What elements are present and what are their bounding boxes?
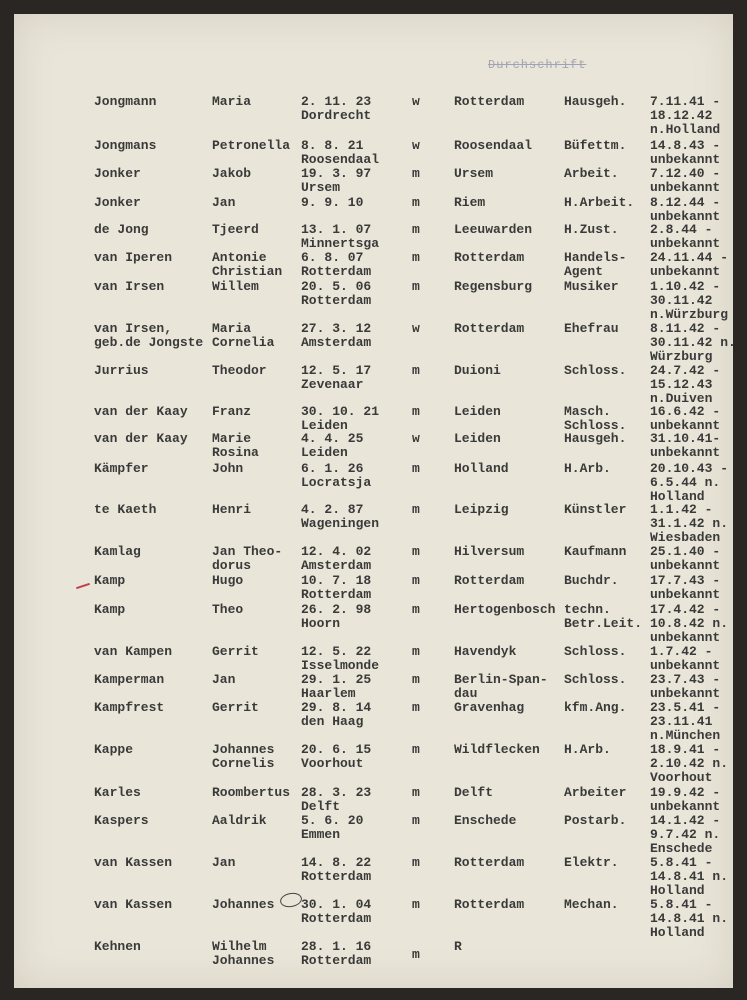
occupation: Mechan. [564,897,619,912]
record-row [0,573,747,602]
occupation: Arbeiter [564,785,627,800]
period: 2.8.44 - unbekannt [650,222,721,251]
residence: Rotterdam [454,250,525,265]
surname: van Kassen [94,897,173,912]
period: 25.1.40 - unbekannt [650,544,721,573]
record-row [0,742,747,785]
record-row [0,897,747,940]
surname: Kamlag [94,544,141,559]
residence: Havendyk [454,644,517,659]
surname: van Iperen [94,250,173,265]
birth-date-place: 5. 6. 20 Emmen [301,813,364,842]
surname: de Jong [94,222,149,237]
residence: Rotterdam [454,897,525,912]
occupation: Musiker [564,279,619,294]
residence: Enschede [454,813,517,828]
surname: van Kassen [94,855,173,870]
surname: van Kampen [94,644,173,659]
surname: Jurrius [94,363,149,378]
occupation: Büfettm. [564,138,627,153]
period: 23.7.43 - unbekannt [650,672,721,701]
birth-date-place: 29. 1. 25 Haarlem [301,672,372,701]
given-name: Willem [212,279,259,294]
residence: Hertogenbosch [454,602,556,617]
occupation: Kaufmann [564,544,627,559]
birth-date-place: 13. 1. 07 Minnertsga [301,222,380,251]
residence: Gravenhag [454,700,525,715]
surname: Karles [94,785,141,800]
crossed-out-stamp: Durchschrift [488,58,587,72]
period: 14.1.42 - 9.7.42 n. Enschede [650,813,721,856]
occupation: Postarb. [564,813,627,828]
birth-date-place: 2. 11. 23 Dordrecht [301,94,372,123]
occupation: Künstler [564,502,627,517]
sex: m [412,700,420,715]
surname: Kamp [94,573,126,588]
given-name: Petronella [212,138,291,153]
occupation: kfm.Ang. [564,700,627,715]
occupation: Handels- Agent [564,250,627,279]
occupation: H.Arb. [564,742,611,757]
birth-date-place: 12. 4. 02 Amsterdam [301,544,372,573]
residence: Berlin-Span- dau [454,672,548,701]
residence: Ursem [454,166,494,181]
record-row [0,404,747,433]
period: 7.12.40 - unbekannt [650,166,721,195]
occupation: Hausgeh. [564,94,627,109]
surname: Kappe [94,742,134,757]
birth-date-place: 6. 1. 26 Locratsja [301,461,372,490]
surname: van der Kaay [94,431,188,446]
given-name: Jan Theo- dorus [212,544,283,573]
period: 24.11.44 - unbekannt [650,250,729,279]
period: 17.4.42 - 10.8.42 n. unbekannt [650,602,729,645]
sex: m [412,742,420,757]
birth-date-place: 12. 5. 22 Isselmonde [301,644,380,673]
given-name: Antonie Christian [212,250,283,279]
given-name: Jan [212,195,236,210]
residence: Rotterdam [454,573,525,588]
record-row [0,363,747,406]
birth-date-place: 20. 6. 15 Voorhout [301,742,372,771]
given-name: Franz [212,404,252,419]
sex: m [412,279,420,294]
birth-date-place: 8. 8. 21 Roosendaal [301,138,380,167]
period: 8.12.44 - unbekannt [650,195,721,224]
birth-date-place: 9. 9. 10 [301,195,364,210]
record-row [0,813,747,856]
birth-date-place: 27. 3. 12 Amsterdam [301,321,372,350]
record-row [0,195,747,224]
birth-date-place: 12. 5. 17 Zevenaar [301,363,372,392]
surname: van der Kaay [94,404,188,419]
record-row [0,700,747,743]
sex: m [412,602,420,617]
period: 1.10.42 - 30.11.42 n.Würzburg [650,279,729,322]
given-name: Theo [212,602,244,617]
period: 8.11.42 - 30.11.42 n. Würzburg [650,321,736,364]
residence: Rotterdam [454,94,525,109]
given-name: Johannes Cornelis [212,742,275,771]
record-row [0,279,747,322]
record-row [0,431,747,460]
residence: Regensburg [454,279,533,294]
given-name: Hugo [212,573,244,588]
birth-date-place: 14. 8. 22 Rotterdam [301,855,372,884]
record-row [0,785,747,814]
given-name: Maria [212,94,252,109]
sex: m [412,502,420,517]
sex: w [412,321,420,336]
occupation: H.Zust. [564,222,619,237]
given-name: Tjeerd [212,222,259,237]
sex: m [412,222,420,237]
record-row [0,644,747,673]
sex: m [412,672,420,687]
occupation: Schloss. [564,363,627,378]
sex: m [412,250,420,265]
sex: m [412,855,420,870]
period: 24.7.42 - 15.12.43 n.Duiven [650,363,721,406]
residence: R [454,939,462,954]
surname: van Irsen, geb.de Jongste [94,321,204,350]
surname: Jongmans [94,138,157,153]
sex: m [412,947,420,962]
surname: Kamp [94,602,126,617]
record-row [0,502,747,545]
period: 17.7.43 - unbekannt [650,573,721,602]
occupation: Hausgeh. [564,431,627,446]
birth-date-place: 29. 8. 14 den Haag [301,700,372,729]
record-row [0,138,747,167]
record-row [0,250,747,279]
record-row [0,855,747,898]
sex: m [412,644,420,659]
occupation: H.Arbeit. [564,195,635,210]
period: 1.7.42 - unbekannt [650,644,721,673]
surname: Kehnen [94,939,141,954]
sex: w [412,138,420,153]
given-name: Jan [212,855,236,870]
record-row [0,321,747,364]
record-row [0,544,747,573]
sex: w [412,94,420,109]
sex: m [412,363,420,378]
record-row [0,939,747,968]
sex: m [412,195,420,210]
record-row [0,672,747,701]
birth-date-place: 4. 4. 25 Leiden [301,431,364,460]
residence: Leipzig [454,502,509,517]
given-name: Wilhelm Johannes [212,939,275,968]
birth-date-place: 30. 1. 04 Rotterdam [301,897,372,926]
sex: m [412,404,420,419]
surname: van Irsen [94,279,165,294]
period: 23.5.41 - 23.11.41 n.München [650,700,721,743]
sex: m [412,573,420,588]
given-name: Johannes [212,897,275,912]
record-row [0,222,747,251]
given-name: Maria Cornelia [212,321,275,350]
residence: Delft [454,785,494,800]
occupation: Arbeit. [564,166,619,181]
birth-date-place: 28. 1. 16 Rotterdam [301,939,372,968]
period: 18.9.41 - 2.10.42 n. Voorhout [650,742,729,785]
birth-date-place: 19. 3. 97 Ursem [301,166,372,195]
surname: Kamperman [94,672,165,687]
occupation: techn. Betr.Leit. [564,602,643,631]
period: 5.8.41 - 14.8.41 n. Holland [650,897,729,940]
birth-date-place: 30. 10. 21 Leiden [301,404,380,433]
period: 20.10.43 - 6.5.44 n. Holland [650,461,729,504]
surname: Kampfrest [94,700,165,715]
record-row [0,166,747,195]
residence: Holland [454,461,509,476]
given-name: Aaldrik [212,813,267,828]
occupation: Schloss. [564,644,627,659]
birth-date-place: 4. 2. 87 Wageningen [301,502,380,531]
sex: m [412,813,420,828]
period: 5.8.41 - 14.8.41 n. Holland [650,855,729,898]
residence: Rotterdam [454,321,525,336]
birth-date-place: 6. 8. 07 Rotterdam [301,250,372,279]
sex: m [412,785,420,800]
occupation: Masch. Schloss. [564,404,627,433]
period: 16.6.42 - unbekannt [650,404,721,433]
sex: m [412,461,420,476]
residence: Rotterdam [454,855,525,870]
birth-date-place: 26. 2. 98 Hoorn [301,602,372,631]
occupation: Elektr. [564,855,619,870]
sex: w [412,431,420,446]
birth-date-place: 28. 3. 23 Delft [301,785,372,814]
given-name: John [212,461,244,476]
residence: Wildflecken [454,742,540,757]
surname: Jongmann [94,94,157,109]
surname: Jonker [94,195,141,210]
residence: Leiden [454,431,501,446]
surname: te Kaeth [94,502,157,517]
residence: Leeuwarden [454,222,533,237]
surname: Jonker [94,166,141,181]
given-name: Gerrit [212,700,259,715]
given-name: Jakob [212,166,252,181]
occupation: Schloss. [564,672,627,687]
occupation: H.Arb. [564,461,611,476]
given-name: Henri [212,502,252,517]
period: 7.11.41 - 18.12.42 n.Holland [650,94,721,137]
sex: m [412,897,420,912]
given-name: Gerrit [212,644,259,659]
given-name: Marie Rosina [212,431,259,460]
surname: Kämpfer [94,461,149,476]
residence: Roosendaal [454,138,533,153]
record-row [0,602,747,645]
period: 1.1.42 - 31.1.42 n. Wiesbaden [650,502,729,545]
occupation: Buchdr. [564,573,619,588]
residence: Hilversum [454,544,525,559]
period: 14.8.43 - unbekannt [650,138,721,167]
birth-date-place: 20. 5. 06 Rotterdam [301,279,372,308]
given-name: Jan [212,672,236,687]
given-name: Theodor [212,363,267,378]
period: 19.9.42 - unbekannt [650,785,721,814]
sex: m [412,544,420,559]
residence: Riem [454,195,486,210]
surname: Kaspers [94,813,149,828]
residence: Leiden [454,404,501,419]
birth-date-place: 10. 7. 18 Rotterdam [301,573,372,602]
occupation: Ehefrau [564,321,619,336]
residence: Duioni [454,363,501,378]
sex: m [412,166,420,181]
record-row [0,461,747,504]
given-name: Roombertus [212,785,291,800]
record-row [0,94,747,137]
period: 31.10.41- unbekannt [650,431,721,460]
